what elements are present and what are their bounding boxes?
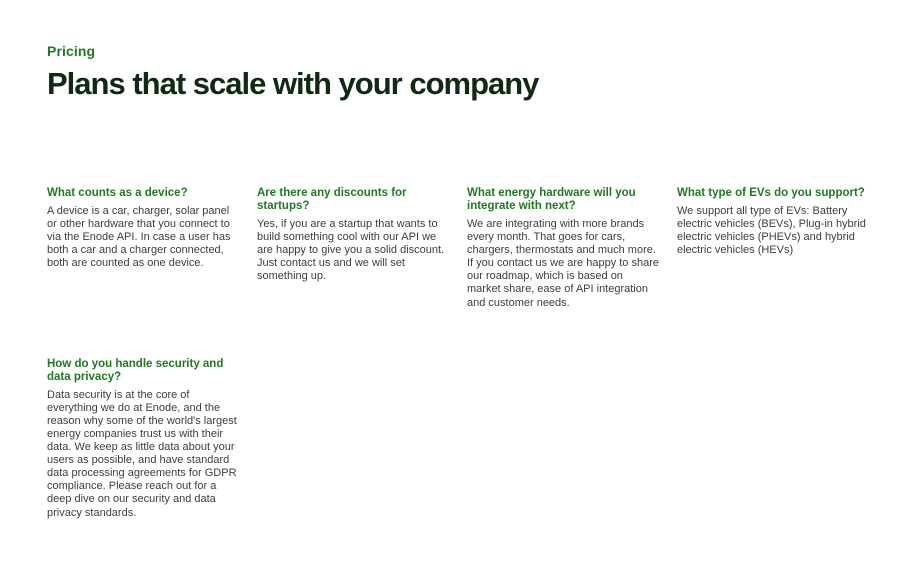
faq-item-hardware [467,187,659,310]
faq-answer: Yes, if you are a startup that wants to build something cool with our API we are happy to give you a solid discount. Just contact us and we will set something up. [257,218,445,283]
faq-question: How do you handle security and data privacy? [47,357,224,383]
faq-answer: A device is a car, charger, solar panel or other hardware that you connect to via the Enode API. In case a user has both a car and a charger connected, both are counted as one device. [47,205,231,270]
faq-question: What counts as a device? [47,187,188,199]
faq-answer: We are integrating with more brands every month. That goes for cars, chargers, thermostats and much more. If you contact us we are happy to share our roadmap, which is based on market share, ease of API integration and customer needs. [467,218,660,309]
faq-item-ev-types [677,187,869,310]
faq-answer: Data security is at the core of everything we do at Enode, and the reason why some of the world's largest energy companies trust us with their data. We keep as little data about your users as possible, and have standard data processing agreements for GDPR compliance. Please reach out for a deep dive on our security and data privacy standards. [47,388,237,519]
faq-item-device [47,187,239,310]
faq-question: What energy hardware will you integrate with next? [467,187,636,212]
faq-question: What type of EVs do you support? [677,187,865,199]
faq-question: Are there any discounts for startups? [257,187,407,212]
section-eyebrow: Pricing [47,43,96,59]
faq-item-discounts [257,187,449,310]
faq-item-security [47,358,239,520]
faq-answer: We support all type of EVs: Battery electric vehicles (BEVs), Plug-in hybrid electric vehicles (PHEVs) and hybrid electric vehicles (HEVs) [677,205,866,257]
page-title: Plans that scale with your company [47,66,539,101]
faq-grid [47,187,867,520]
